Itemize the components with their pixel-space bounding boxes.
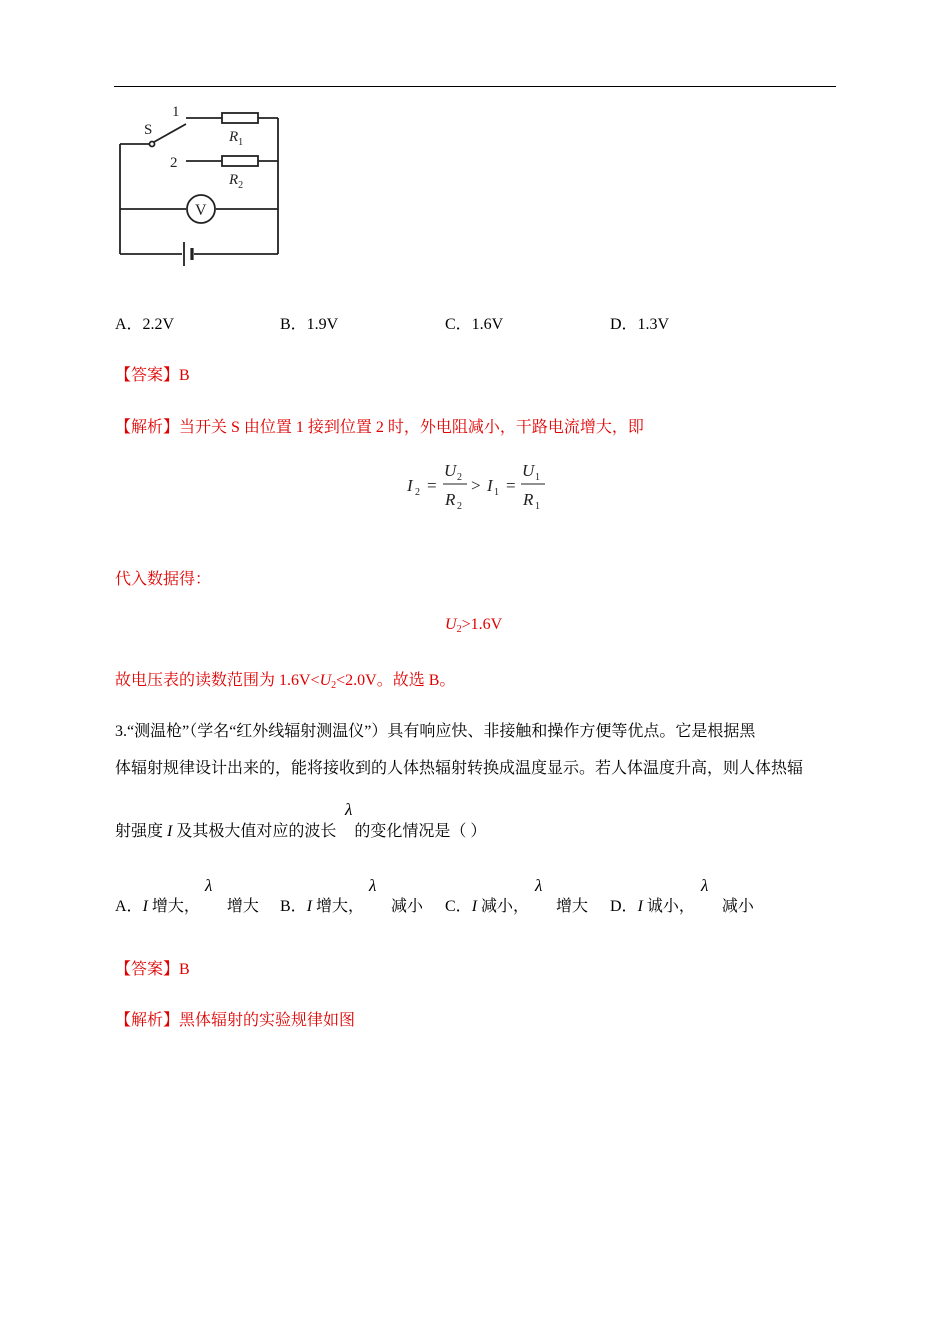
formula-u1-sub: 1	[535, 472, 540, 483]
q3-line3-var: I	[167, 823, 173, 840]
formula-i2: I	[407, 476, 413, 495]
q3-option-c-pre: C．	[445, 898, 472, 915]
r2-label: $R_2$	[229, 172, 244, 191]
conclusion-line	[115, 667, 455, 691]
q2-analysis	[115, 414, 644, 437]
result-sub: 2	[456, 624, 462, 635]
answer-value: B	[179, 367, 190, 384]
substitution-line: 代入数据得：	[115, 571, 212, 588]
formula-r2-sub: 2	[457, 501, 462, 512]
formula-i2-sub: 2	[415, 487, 420, 498]
q3-option-b-lambda: λ	[369, 876, 377, 895]
analysis-text: 当开关 S 由位置 1 接到位置 2 时，外电阻减小，干路电流增大，即	[179, 419, 644, 436]
q2-option-d: D．1.3V	[610, 316, 670, 333]
formula-gt: >	[471, 476, 481, 495]
formula-i1-sub: 1	[494, 487, 499, 498]
q3-option-c-lambda: λ	[535, 876, 543, 895]
q3-option-d-lambda: λ	[701, 876, 709, 895]
q3-lambda: λ	[345, 800, 353, 819]
result-var: U	[445, 616, 457, 633]
q3-option-a-i: I	[142, 898, 148, 915]
q3-option-b-post: 减小	[391, 898, 424, 915]
q3-answer-value: B	[179, 961, 190, 978]
formula-u1: U	[522, 461, 535, 480]
formula-r1: R	[523, 490, 534, 509]
current-formula	[405, 458, 555, 518]
q3-answer-tag: 【答案】	[115, 961, 180, 978]
q3-option-a-post: 增大	[226, 898, 259, 915]
formula-eq-1: =	[427, 476, 437, 495]
formula-r2: R	[445, 490, 456, 509]
q3-option-a	[115, 893, 259, 916]
q3-option-b	[280, 893, 423, 916]
formula-i1: I	[487, 476, 493, 495]
q3-analysis	[115, 1007, 355, 1030]
circuit-diagram	[112, 100, 288, 272]
q3-option-b-pre: B．	[280, 898, 307, 915]
q3-option-a-mid: 增大，	[147, 898, 200, 915]
position-2-label: 2	[170, 155, 178, 171]
r1-label: $R_1$	[229, 129, 244, 148]
q3-option-c	[445, 893, 588, 916]
q3-answer	[115, 956, 190, 979]
q3-option-d-pre: D．	[610, 898, 638, 915]
q3-option-a-lambda: λ	[205, 876, 213, 895]
q3-line3-mid: 及其极大值对应的波长	[172, 823, 337, 840]
formula-eq-2: =	[506, 476, 516, 495]
q3-option-a-pre: A．	[115, 898, 143, 915]
q3-option-b-i: I	[306, 898, 313, 915]
q3-line-2: 体辐射规律设计出来的，能将接收到的人体热辐射转换成温度显示。若人体温度升高，则人体热辐	[115, 760, 804, 777]
q3-option-d	[610, 893, 754, 916]
q3-analysis-text: 黑体辐射的实验规律如图	[179, 1012, 356, 1029]
formula-r1-sub: 1	[535, 501, 540, 512]
analysis-tag: 【解析】	[115, 419, 180, 436]
conclusion-pre: 故电压表的读数范围为 1.6V<	[115, 672, 320, 689]
switch-label: S	[144, 122, 153, 138]
q3-option-d-post: 减小	[721, 898, 754, 915]
q2-option-c: C．1.6V	[445, 316, 504, 333]
result-line	[445, 616, 502, 635]
q2-option-a: A．2.2V	[115, 316, 175, 333]
answer-tag: 【答案】	[115, 367, 180, 384]
q3-option-d-mid: 诚小，	[642, 898, 695, 915]
conclusion-var: U	[319, 672, 332, 689]
q2-option-b: B．1.9V	[280, 316, 339, 333]
q3-line3-post: 的变化情况是（ ）	[354, 823, 487, 840]
voltmeter-label: V	[195, 202, 207, 219]
result-rest: >1.6V	[461, 616, 503, 633]
q3-line-1: 3.“测温枪”（学名“红外线辐射测温仪”）具有响应快、非接触和操作方便等优点。它是根据黑	[115, 723, 756, 740]
formula-u2: U	[444, 461, 457, 480]
position-1-label: 1	[172, 104, 180, 120]
q3-line-3	[115, 818, 486, 841]
q2-answer	[115, 362, 190, 385]
q3-option-c-post: 增大	[556, 898, 589, 915]
q3-option-c-mid: 减小，	[477, 898, 530, 915]
header-rule	[114, 86, 836, 87]
q3-line3-pre: 射强度	[115, 823, 168, 840]
q3-option-d-i: I	[637, 898, 643, 915]
conclusion-post: <2.0V。故选 B。	[336, 672, 456, 689]
q3-analysis-tag: 【解析】	[115, 1012, 180, 1029]
q3-option-b-mid: 增大，	[312, 898, 365, 915]
formula-u2-sub: 2	[457, 472, 462, 483]
q3-option-c-i: I	[471, 898, 478, 915]
conclusion-sub: 2	[331, 680, 337, 691]
